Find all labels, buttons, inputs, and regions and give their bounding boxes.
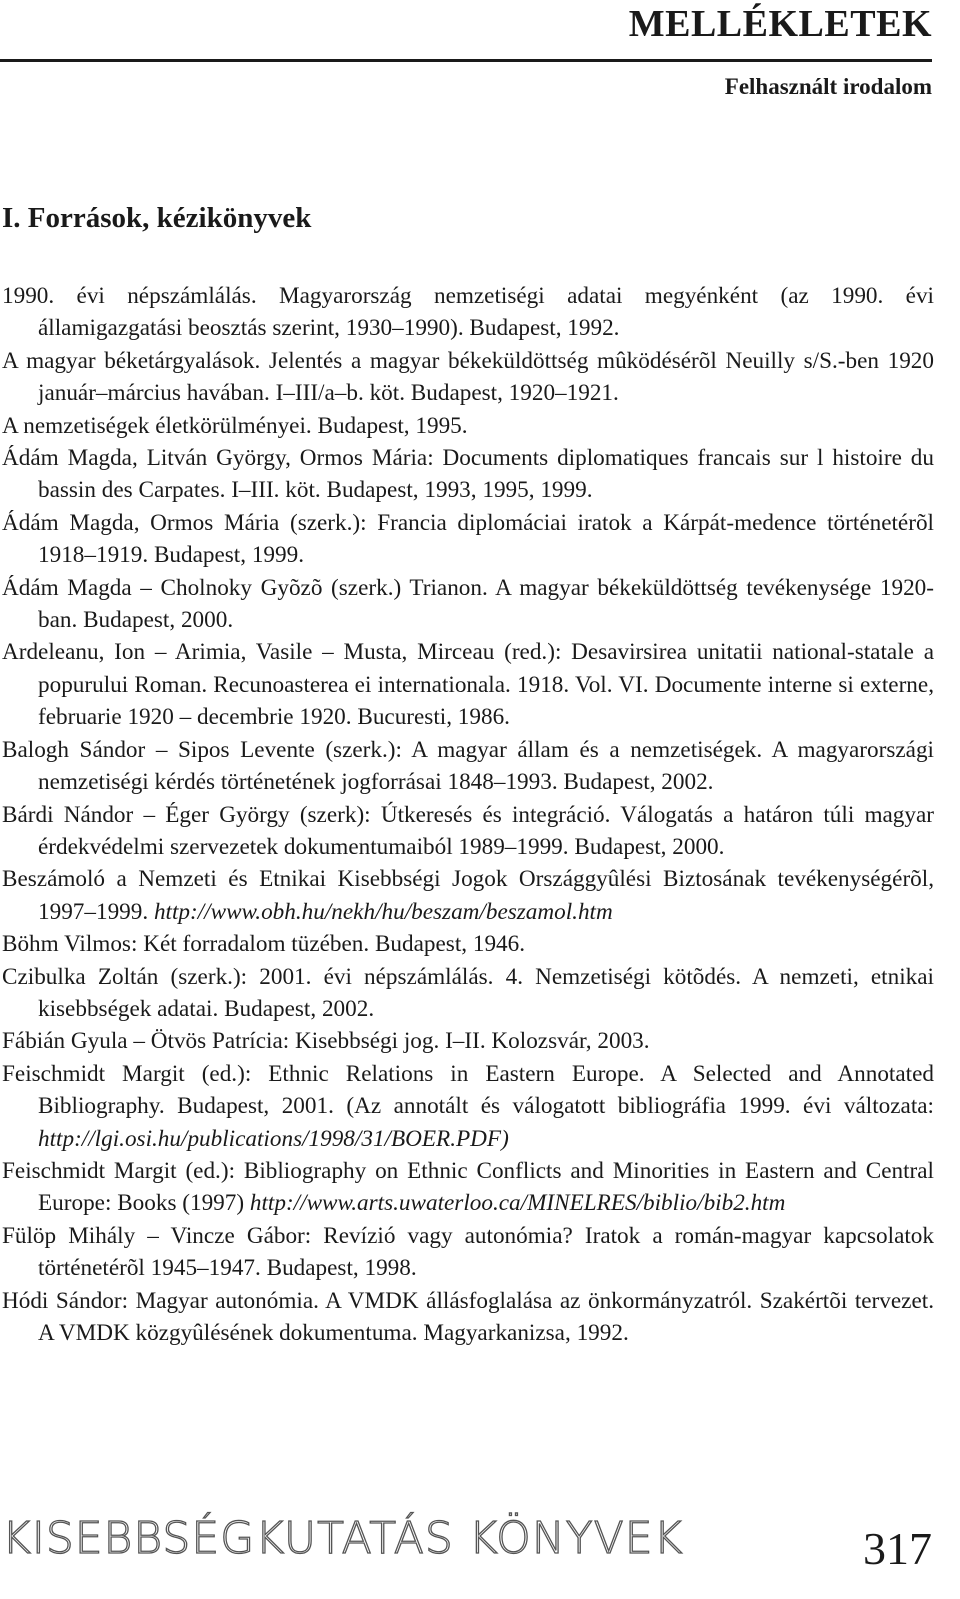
bibliography-entry: Fülöp Mihály – Vincze Gábor: Revízió vagy autonómia? Iratok a román-magyar kapcsolatok történetérõl 1945–1947. Budapest, 1998. bbox=[2, 1222, 934, 1282]
bibliography-entry: 1990. évi népszámlálás. Magyarország nemzetiségi adatai megyénként (az 1990. évi államigazgatási beosztás szerint, 1930–1990). Budapest, 1992. bbox=[2, 283, 934, 342]
bibliography-list bbox=[2, 280, 934, 1349]
bibliography-entry: Balogh Sándor – Sipos Levente (szerk.): A magyar állam és a nemzetiségek. A magyarországi nemzetiségi kérdés történetének jogforrásai 1848–1993. Budapest, 2002. bbox=[2, 736, 934, 796]
section-heading: I. Források, kézikönyvek bbox=[2, 202, 312, 234]
bibliography-entry: Feischmidt Margit (ed.): Bibliography on Ethnic Conflicts and Minorities in Eastern and Central Europe: Books (1997) http://www.arts.uwaterloo.ca/MINELRES/biblio/bib2.htm bbox=[2, 1157, 934, 1217]
bibliography-entry: Fábián Gyula – Ötvös Patrícia: Kisebbségi jog. I–II. Kolozsvár, 2003. bbox=[2, 1028, 650, 1055]
bibliography-entry: Beszámoló a Nemzeti és Etnikai Kisebbségi Jogok Országgyûlési Biztosának tevékenységérõl, 1997–1999. http://www.obh.hu/nekh/hu/beszam/beszamol.htm bbox=[2, 866, 934, 925]
entry-url-link[interactable]: http://www.arts.uwaterloo.ca/MINELRES/biblio/bib2.htm bbox=[249, 1190, 786, 1217]
page-number: 317 bbox=[863, 1523, 932, 1574]
running-header-title: MELLÉKLETEK bbox=[628, 3, 932, 45]
entry-url-link[interactable]: http://lgi.osi.hu/publications/1998/31/BOER.PDF) bbox=[38, 1125, 509, 1152]
bibliography-entry: A magyar béketárgyalások. Jelentés a magyar békeküldöttség mûködésérõl Neuilly s/S.-ben 1920 január–március havában. I–III/a–b. köt. Budapest, 1920–1921. bbox=[2, 347, 934, 407]
bibliography-entry: Ádám Magda, Litván György, Ormos Mária: Documents diplomatiques francais sur l histoire du bassin des Carpates. I–III. köt. Budapest, 1993, 1995, 1999. bbox=[2, 445, 934, 504]
header-divider bbox=[0, 59, 932, 62]
bibliography-entry: Böhm Vilmos: Két forradalom tüzében. Budapest, 1946. bbox=[2, 931, 526, 958]
bibliography-entry: Ardeleanu, Ion – Arimia, Vasile – Musta, Mirceau (red.): Desavirsirea unitatii national-statale a popurului Roman. Recunoasterea ei internationala. 1918. Vol. VI. Documente interne si externe, februarie 1920 – decembrie 1920. Bucuresti, 1986. bbox=[2, 639, 934, 731]
bibliography-entry: Ádám Magda – Cholnoky Gyõzõ (szerk.) Trianon. A magyar békeküldöttség tevékenysége 1920-ban. Budapest, 2000. bbox=[2, 574, 934, 634]
bibliography-entry: Czibulka Zoltán (szerk.): 2001. évi népszámlálás. 4. Nemzetiségi kötõdés. A nemzeti, etnikai kisebbségek adatai. Budapest, 2002. bbox=[2, 963, 934, 1022]
series-title-footer: KISEBBSÉGKUTATÁS KÖNYVEK bbox=[2, 1513, 684, 1564]
bibliography-entry: Bárdi Nándor – Éger György (szerk): Útkeresés és integráció. Válogatás a határon túli magyar érdekvédelmi szervezetek dokumentumaiból 1989–1999. Budapest, 2000. bbox=[2, 801, 934, 860]
bibliography-entry: A nemzetiségek életkörülményei. Budapest, 1995. bbox=[2, 412, 468, 439]
entry-url-link[interactable]: http://www.obh.hu/nekh/hu/beszam/beszamol.htm bbox=[153, 898, 613, 925]
running-header-subtitle: Felhasznált irodalom bbox=[724, 74, 932, 99]
bibliography-entry: Hódi Sándor: Magyar autonómia. A VMDK állásfoglalása az önkormányzatról. Szakértõi tervezet. A VMDK közgyûlésének dokumentuma. Magyarkanizsa, 1992. bbox=[2, 1287, 934, 1346]
bibliography-entry: Ádám Magda, Ormos Mária (szerk.): Francia diplomáciai iratok a Kárpát-medence történetérõl 1918–1919. Budapest, 1999. bbox=[2, 509, 934, 569]
bibliography-entry: Feischmidt Margit (ed.): Ethnic Relations in Eastern Europe. A Selected and Annotated Bibliography. Budapest, 2001. (Az annotált és válogatott bibliográfia 1999. évi változata: http://lgi.osi.hu/publications/1998/31/BOER.PDF) bbox=[2, 1060, 934, 1152]
